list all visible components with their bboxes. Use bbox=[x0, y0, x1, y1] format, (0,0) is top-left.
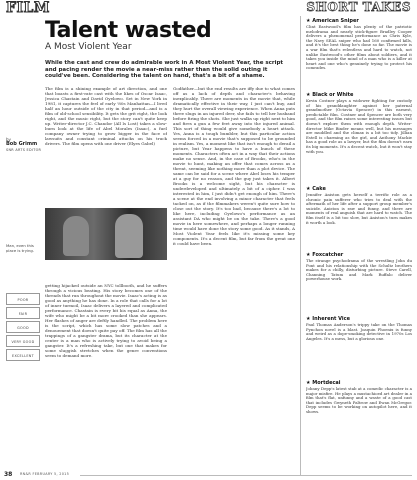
short-take-title: ★ Inherent Vice bbox=[306, 316, 351, 322]
short-take-item bbox=[306, 380, 412, 466]
article-dek: While the cast and crew do admirable work in A Most Violent Year, the script and pacing render the movie a near-miss rather than the solid outing it could've been. Considering the talent on hand, that's a bit of a shame. bbox=[45, 60, 284, 79]
grade-excellent: EXCELLENT bbox=[6, 349, 40, 361]
article-column-2: Godfather—but the end results are iffy due to what comes off as a lack of depth and character's behaving inexplicably. There are moments in the movie that, while dramatically effective in their way, I just can't buy, and they hurt the overall viewing experience. When Anna puts three slugs in an injured deer, she fails to tell her husband before firing the shots. She just walks up right next to him and fires a gun a few feet away into the injured animal. This sort of thing would give somebody a heart attack. Yes, Anna is a tough bumbler, but this particular action seems forced in a movie that's supposed to be grounded in realism. Yes, a moment like that isn't enough to derail a picture, but Year happens to have a bunch of these moments. Characters often act in a way that their actions make no sense. And, in the case of Brooks, who's in the movie to hunt, making an offer that comes across as a threat, seeming like nothing more than a plot device. The same can be said for a scene where Abel loses his temper at a guy for no reason, and the guy just takes it. Albert Brooks is a welcome sight, but his character is underdeveloped and ultimately a bit of a cipher. I was interested in him, I just didn't get enough of him. There's a scene at the end involving a minor character that feels tacked on, as if the filmmakers weren't quite sure how to close out the story. It's too bad, because there's a lot to like here, including Oyelowo's performance as an assistant DA who might be on the take. There's a good movie in here somewhere, and perhaps a longer running time would have done the story some good. As it stands, A Most Violent Year feels like it's missing some key components. It's a decent film, but far from the great one it could have been. bbox=[173, 86, 295, 246]
page-header bbox=[0, 0, 417, 14]
star-icon: ★ bbox=[306, 252, 311, 258]
section-label: FILM bbox=[6, 0, 50, 16]
short-take-title: ★ Black or White bbox=[306, 92, 354, 98]
grade-good: GOOD bbox=[6, 321, 40, 333]
short-take-body: The strange psychodrama of the wrestling John du Pont and his relationship with the Schultz brothers makes for a chilly, disturbing picture. Steve Carell, Channing Tatum and Mark Ruffalo deliver powerhouse work. bbox=[306, 258, 412, 282]
article-column-1: The film is a shining example of art direction, and one that boasts a first-rate cast with the likes of Oscar Isaac, Jessica Chastain and David Oyelowo. Set in New York in 1981, it captures the feel of early '80s Manhattan—I lived half an hour outside of the city in that period—and is a film of old-school sensibility. It gets the grit right, the look right, and the music right, but the story can't quite keep up. Writer-director J.C. Chandor (All Is Lost) takes a slow-burn look at the life of Abel Morales (Isaac), a fuel company owner trying to grow bigger in the face of lawsuits and constant criminal attacks on his truck drivers. The film opens with one driver (Elyes Gabel) bbox=[45, 86, 167, 146]
page-number: 38 bbox=[4, 471, 13, 478]
short-take-body: Kevin Costner plays a widower fighting for custody of his granddaughter against her paternal grandmother (Octavia Spencer) in this earnest, predictable film. Costner and Spencer are both very good, and the film raises some interesting issues but doesn't explore them with enough depth. Writer-director Mike Binder means well, but his messages are muddled and the climax is a bit too tidy. Jillian Estell is charming as the girl, and Anthony Mackie has a good role as a lawyer, but the film doesn't earn its big moments. It's a decent watch, but it won't stay with you. bbox=[306, 98, 412, 154]
byline-by: by bbox=[6, 137, 11, 142]
byline-staff: SNR ARTS EDITOR bbox=[6, 147, 42, 152]
short-take-title: ★ Mortdecai bbox=[306, 380, 341, 386]
article-photo bbox=[45, 208, 167, 260]
grade-poor: POOR bbox=[6, 293, 40, 305]
short-take-body: Jennifer Aniston gets herself a terrific role as a chronic pain sufferer who tries to deal with the aftermath of her life after a support group member's suicide. Aniston is raw and funny, and there are moments of real anguish that are hard to watch. The film itself is a bit too slow, but Aniston's turn makes it worth a look. bbox=[306, 192, 412, 225]
byline bbox=[6, 138, 42, 152]
short-take-body: Johnny Depp's latest stab at a comedic character is a major misfire. He plays a mustachioed art dealer in a film that's flat, unfunny and a waste of a good cast that includes Gwyneth Paltrow and Ewan McGregor. Depp seems to be working on autopilot here, and it shows. bbox=[306, 386, 412, 414]
short-take-item bbox=[306, 92, 412, 182]
article-column-1b: getting hijacked outside an NYC tollbooth, and he suffers through a vicious beating. His story becomes one of the threads that run throughout the movie. Isaac's acting is as good as anything he has done. In a role that calls for a lot of inner turmoil, Isaac delivers a layered and complicated performance. Chastain is every bit his equal as Anna, the wife who might be a bit more crooked than she appears. Her flashes of anger are deftly handled. The problem here is the script, which has some slow patches and a denouement that doesn't quite pay off. The film has all the trappings of a gangster drama, but its character at the center is a man who is actively trying to avoid being a gangster. It's a refreshing take, but one that makes for some sluggish stretches when the genre conventions seem to demand more. bbox=[45, 283, 167, 358]
page-footer bbox=[0, 470, 417, 480]
short-take-item bbox=[306, 18, 412, 88]
column-divider bbox=[300, 16, 301, 476]
star-icon: ★ bbox=[306, 92, 311, 98]
article-subtitle: A Most Violent Year bbox=[45, 42, 132, 52]
star-icon: ★ bbox=[306, 380, 311, 386]
photo-figure-left bbox=[63, 216, 89, 256]
short-takes-label: SHORT TAKES bbox=[306, 0, 411, 14]
byline-name: Bob Grimm bbox=[6, 141, 38, 148]
star-icon: ★ bbox=[306, 18, 311, 24]
short-take-body: Paul Thomas Anderson's trippy take on the Thomas Pynchon novel is a blast. Joaquin Phoenix is funny and weird as a dope-smoking detective in 1970s Los Angeles. It's a mess, but a glorious one. bbox=[306, 322, 412, 341]
footer-info: RN&R FEBRUARY 5, 2015 bbox=[20, 472, 70, 476]
grade-fair: FAIR bbox=[6, 307, 40, 319]
short-take-title: ★ American Sniper bbox=[306, 18, 359, 24]
photo-figure-right bbox=[115, 214, 143, 258]
short-take-body: Clint Eastwood's film has plenty of the patriotic melodrama and nearly stick-figure Bradley Cooper delivers a phenomenal performance as Chris Kyle, the Navy SEAL sniper who had 160 confirmed kills, and it's the best thing he's done so far. The movie is a war film that's relentless and hard to watch, not unlike Eastwood's other films about soldiers, and it takes you inside the mind of a man who is a killer at heart and one who's genuinely trying to protect his comrades. bbox=[306, 24, 412, 71]
star-icon: ★ bbox=[306, 186, 311, 192]
short-take-item bbox=[306, 186, 412, 248]
grade-very-good: VERY GOOD bbox=[6, 335, 40, 347]
short-take-title: ★ Foxcatcher bbox=[306, 252, 344, 258]
grade-scale bbox=[6, 293, 40, 363]
footer-rule bbox=[80, 475, 412, 476]
star-icon: ★ bbox=[306, 316, 311, 322]
short-take-item bbox=[306, 252, 412, 312]
article-title: Talent wasted bbox=[45, 18, 212, 43]
short-take-item bbox=[306, 316, 412, 376]
photo-caption: Man, even this place is trying. bbox=[6, 243, 35, 253]
short-take-title: ★ Cake bbox=[306, 186, 326, 192]
